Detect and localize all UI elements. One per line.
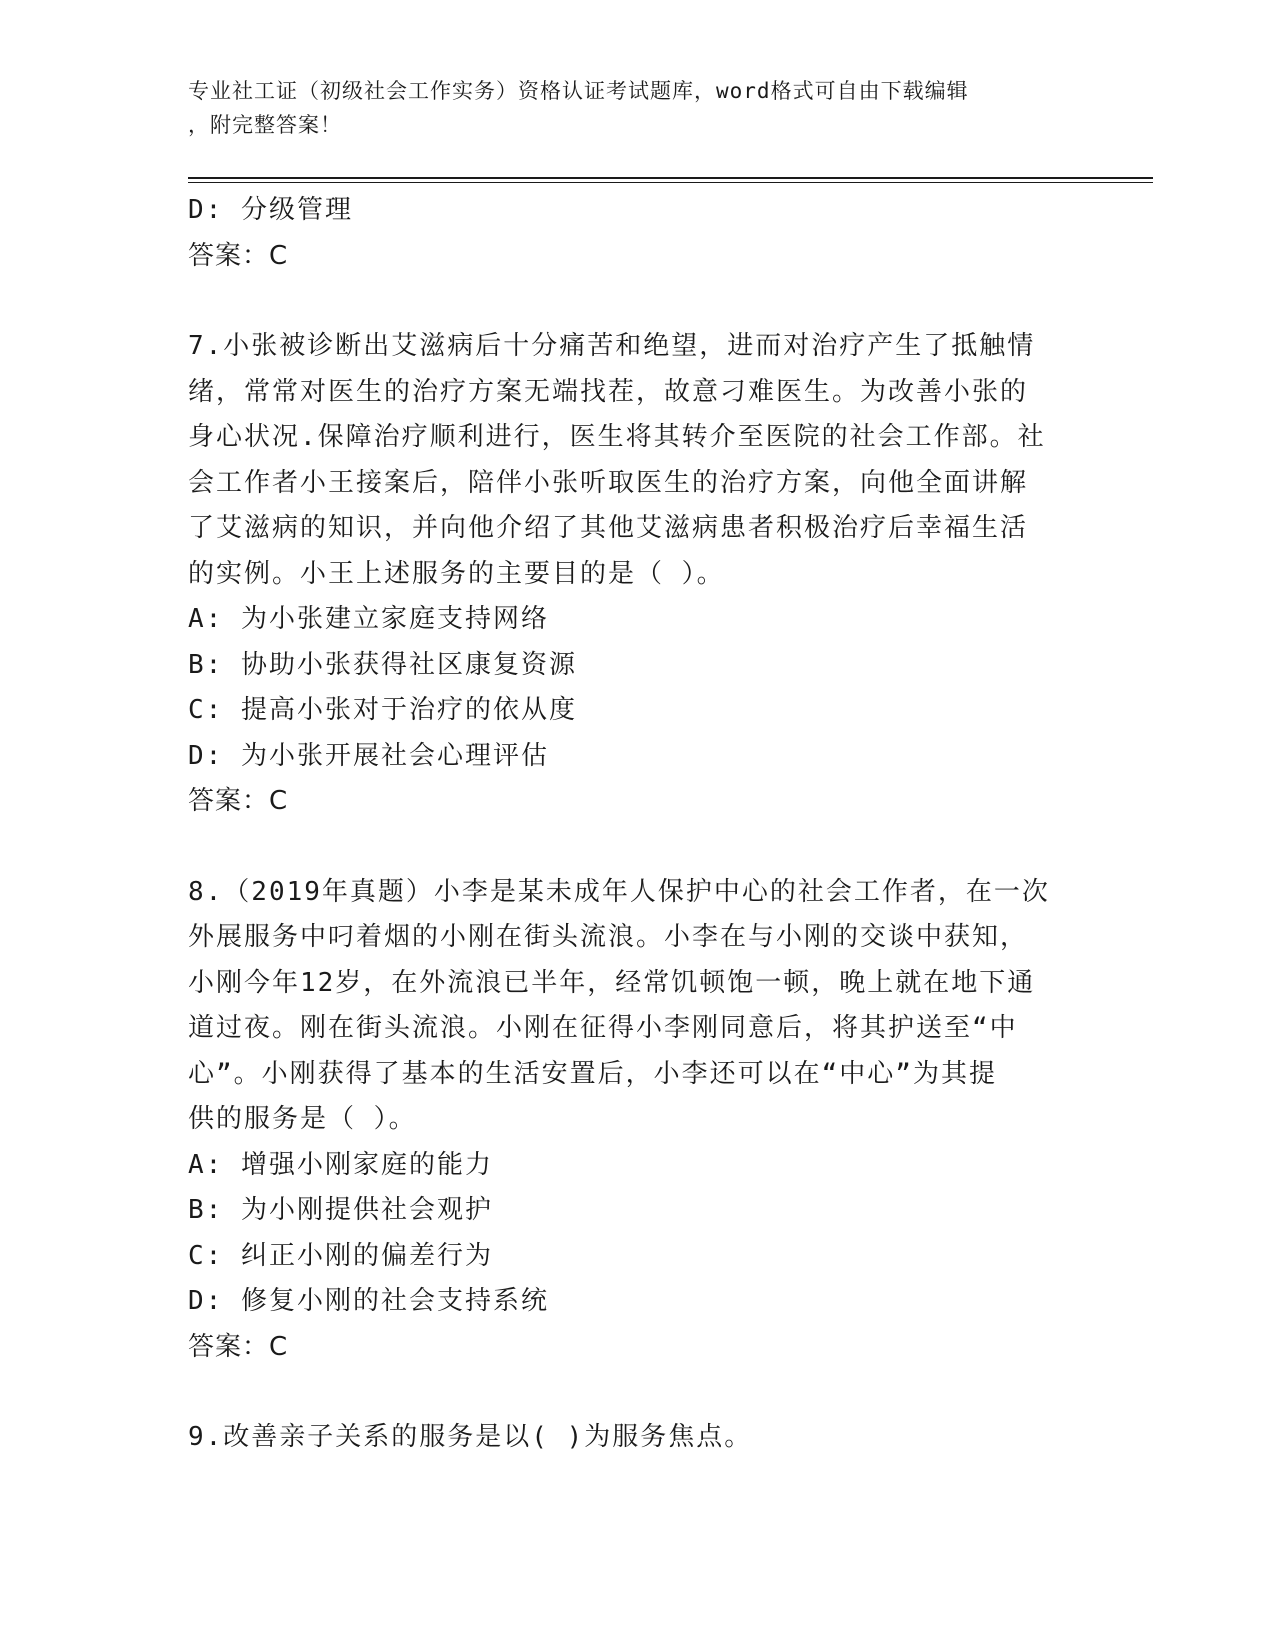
question-8-line: 心”。小刚获得了基本的生活安置后，小李还可以在“中心”为其提: [188, 1058, 997, 1089]
prev-answer: 答案：C: [188, 240, 289, 271]
question-8-line: 8.（2019年真题）小李是某未成年人保护中心的社会工作者，在一次: [188, 876, 1050, 907]
question-8-line: 外展服务中叼着烟的小刚在街头流浪。小李在与小刚的交谈中获知，: [188, 922, 1029, 952]
question-7-line: 7.小张被诊断出艾滋病后十分痛苦和绝望，进而对治疗产生了抵触情: [188, 331, 1036, 361]
question-8-option-a: A: 增强小刚家庭的能力: [188, 1149, 493, 1180]
header-divider-thin: [188, 182, 1153, 183]
question-8-line: 供的服务是（ ）。: [188, 1104, 417, 1134]
question-8-line: 小刚今年12岁，在外流浪已半年，经常饥顿饱一顿，晚上就在地下通: [188, 967, 1036, 998]
prev-option-d: D: 分级管理: [188, 195, 353, 225]
header-line-1: 专业社工证（初级社会工作实务）资格认证考试题库，word格式可自由下载编辑: [188, 79, 969, 103]
question-7: [188, 324, 1068, 825]
question-7-option-d: D: 为小张开展社会心理评估: [188, 740, 549, 771]
question-9-line: 9.改善亲子关系的服务是以( )为服务焦点。: [188, 1422, 753, 1452]
question-7-line: 了艾滋病的知识，并向他介绍了其他艾滋病患者积极治疗后幸福生活: [188, 513, 1029, 543]
question-7-answer: 答案：C: [188, 786, 289, 816]
question-7-option-a: A: 为小张建立家庭支持网络: [188, 604, 549, 634]
header-divider: [188, 177, 1153, 179]
question-7-line: 会工作者小王接案后，陪伴小张听取医生的治疗方案，向他全面讲解: [188, 467, 1029, 498]
question-8-line: 道过夜。刚在街头流浪。小刚在征得小李刚同意后，将其护送至“中: [188, 1013, 1018, 1043]
question-content: [188, 188, 1068, 1461]
spacer: [188, 279, 1068, 324]
question-8: [188, 870, 1068, 1371]
spacer: [188, 1370, 1068, 1415]
question-7-line: 绪，常常对医生的治疗方案无端找茬，故意刁难医生。为改善小张的: [188, 376, 1029, 407]
question-8-option-d: D: 修复小刚的社会支持系统: [188, 1286, 549, 1316]
question-8-answer: 答案：C: [188, 1331, 289, 1362]
spacer: [188, 825, 1068, 870]
question-7-line: 的实例。小王上述服务的主要目的是（ ）。: [188, 558, 725, 589]
question-7-line: 身心状况.保障治疗顺利进行，医生将其转介至医院的社会工作部。社: [188, 422, 1046, 452]
question-8-option-b: B: 为小刚提供社会观护: [188, 1195, 493, 1225]
page-header: [188, 74, 1068, 142]
question-7-option-c: C: 提高小张对于治疗的依从度: [188, 695, 577, 725]
question-9: [188, 1415, 1068, 1461]
header-line-2: ，附完整答案！: [188, 113, 342, 137]
question-7-option-b: B: 协助小张获得社区康复资源: [188, 649, 577, 680]
question-8-option-c: C: 纠正小刚的偏差行为: [188, 1240, 493, 1271]
